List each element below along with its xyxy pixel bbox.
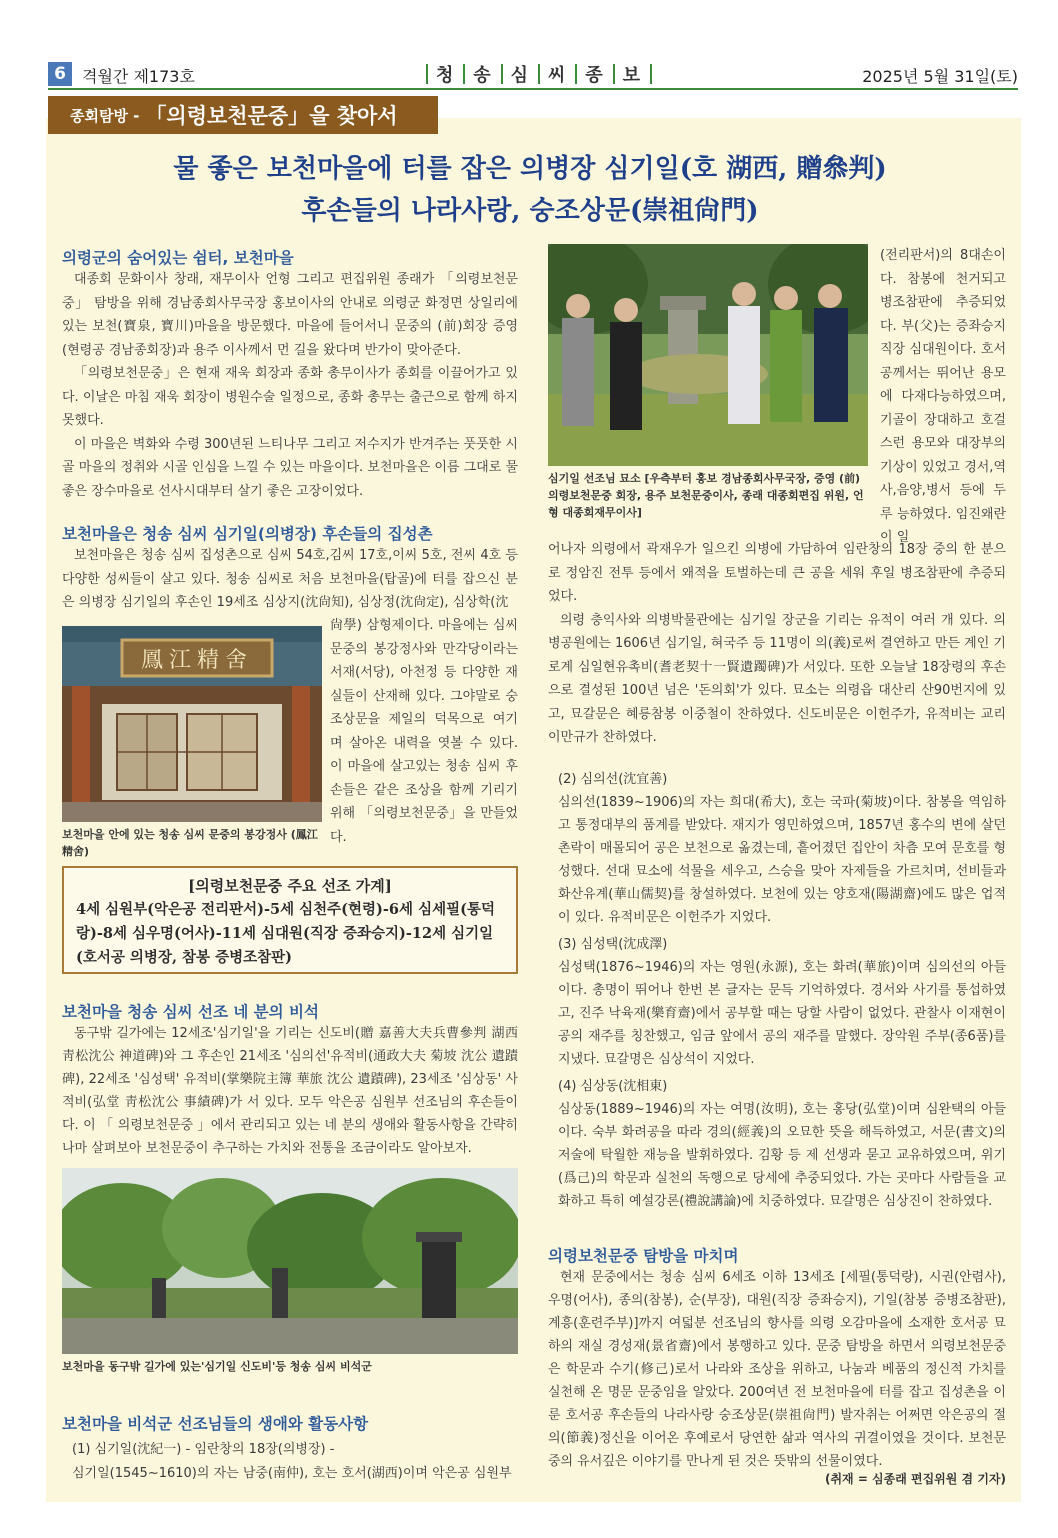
subhead-shelter: 의령군의 숨어있는 쉼터, 보천마을 bbox=[62, 249, 294, 267]
paragraph: 尙學) 삼형제이다. 마을에는 심씨 문중의 봉강정사와 만각당이라는 서재(서당), 아천정 등 다양한 재실들이 산재해 있다. 그야말로 숭조상문을 제일의 덕목으로 여기며 살아온 내력을 엿볼 수 있다. 이 마을에 살고있는 청송 심씨 후손들은 같은 조상을 함께 기리기 위해 「의령보천문중」을 만들었다. bbox=[330, 618, 518, 845]
hall-plaque: 鳳江精舍 bbox=[140, 648, 253, 673]
reporter-credit: (취재 = 심종래 편집위원 겸 기자) bbox=[824, 1472, 1006, 1486]
group-illustration bbox=[548, 244, 868, 466]
subhead-closing: 의령보천문중 탐방을 마치며 bbox=[548, 1247, 739, 1265]
paragraph: 심성택(1876~1946)의 자는 영원(永源), 호는 화려(華旅)이며 심의선의 아들이다. 총명이 뛰어나 한번 본 글자는 문득 기억하였다. 경서와 사기를 통섭하였고, 진주 낙육재(樂育齋)에서 공부할 때는 당할 사람이 없었다. 관찰사 이재현이 공의 재주를 칭찬했고, 임금 앞에서 공의 재주를 말했다. 장악원 주부(종6품)를 지냈다. 묘갈명은 심상석이 지었다. bbox=[558, 960, 1006, 1067]
bio-gii-text-cont bbox=[548, 538, 1006, 750]
paragraph: 어나자 의령에서 곽재우가 일으킨 의병에 가담하여 임란창의 18장 중의 한 분으로 정암진 전투 등에서 왜적을 토벌하는데 큰 공을 세워 후일 병조참판에 추증되었다. bbox=[548, 542, 1006, 604]
lineage-title: [의령보천문중 주요 선조 가계] bbox=[188, 877, 392, 895]
paragraph: (전리판서)의 8대손이다. 참봉에 천거되고 병조참판에 추증되었다. 부(父)는 증좌승지 직장 심대원이다. 호서공께서는 뛰어난 용모에 다재다능하였으며, 기골이 장대하고 호걸스런 용모와 대장부의 기상이 있었고 경서,역사,음양,병서 등에 두루 능하였다. 임진왜란이 일 bbox=[880, 248, 1006, 545]
tomb-group-photo bbox=[548, 244, 868, 466]
paragraph: 현재 문중에서는 청송 심씨 6세조 이하 13세조 [세필(통덕랑), 시권(안렴사), 우명(어사), 종의(참봉), 순(부장), 대원(직장 증좌승지), 기일(참봉 증병조참판), 계흥(훈련주부)]까지 여덟분 선조님의 향사를 의령 오감마을에 소재한 호서공 묘하의 재실 경성재(景省齋)에서 봉행하고 있다. 문중 탐방을 하면서 의령보천문중은 학문과 수기(修己)로서 나라와 조상을 위하고, 나눔과 베품의 정신적 가치를 실천해 온 명문 문중임을 알았다. 200여년 전 보천마을에 터를 잡고 집성촌을 이룬 호서공 후손들의 나라사랑 숭조상문(崇祖尙門) 발자취는 어쩌면 악은공의 절의(節義)정신을 이어온 후예로서 당연한 삶과 역사의 귀결이였을 것이다. 보천문중의 유서깊은 이야기를 만나게 된 것은 뜻밖의 선물이였다. bbox=[548, 1270, 1006, 1469]
intro-text bbox=[62, 268, 518, 503]
subhead-ancestors: 보천마을 비석군 선조님들의 생애와 활동사항 bbox=[62, 1415, 369, 1433]
paragraph: 이 마을은 벽화와 수령 300년된 느티나무 그리고 저수지가 반겨주는 풋풋한 시골 마을의 정취와 시골 인심을 느낄 수 있는 마을이다. 보천마을은 이름 그대로 물좋은 장수마을로 선사시대부터 살기 좋은 고장이었다. bbox=[62, 436, 518, 499]
bio-heading: (4) 심상동(沈相東) bbox=[558, 1079, 668, 1094]
section-category: 종회탐방 - bbox=[70, 106, 140, 125]
subhead-monuments: 보천마을 청송 심씨 선조 네 분의 비석 bbox=[62, 1003, 319, 1021]
title-divider bbox=[650, 64, 652, 84]
title-char: 씨 bbox=[547, 65, 568, 86]
photo-caption: 보천마을 동구밖 길가에 있는'심기일 신도비'등 청송 심씨 비석군 bbox=[62, 1360, 372, 1373]
title-divider bbox=[463, 64, 465, 84]
page-number: 6 bbox=[48, 62, 72, 86]
monuments-photo bbox=[62, 1168, 518, 1354]
photo-caption: 심기일 선조님 묘소 [우측부터 홍보 경남종회사무국장, 증영 (前)의령보천문중 회장, 용주 보천문중이사, 종래 대종회편집 위원, 언형 대종회재무이사] bbox=[548, 472, 864, 519]
paragraph: 보천마을은 청송 심씨 집성촌으로 심씨 54호,김씨 17호,이씨 5호, 전씨 4호 등 다양한 성씨들이 살고 있다. 청송 심씨로 처음 보천마을(탑골)에 터를 잡으신 분은 의병장 심기일의 후손인 19세조 심상지(沈尙知), 심상정(沈尙定), 심상학(沈 bbox=[62, 548, 518, 610]
monuments-illustration bbox=[62, 1168, 518, 1354]
paragraph: 동구밖 길가에는 12세조'심기일'을 기리는 신도비(贈 嘉善大夫兵曹參判 湖西 靑松沈公 神道碑)와 그 후손인 21세조 '심의선'유적비(通政大夫 菊坡 沈公 遺蹟碑), 22세조 '심성택' 유적비(掌樂院主簿 華旅 沈公 遺蹟碑), 23세조 '심상동' 사적비(弘堂 靑松沈公 事績碑)가 서 있다. 모두 악은공 심원부 선조님의 후손들이다. 이 「 의령보천문중 」에서 관리되고 있는 네 분의 생애와 활동사항을 간략히 나마 살펴보아 보천문중이 추구하는 가치와 전통을 조금이라도 알아보자. bbox=[62, 1026, 518, 1156]
subhead-clan-village: 보천마을은 청송 심씨 심기일(의병장) 후손들의 집성촌 bbox=[62, 525, 433, 543]
headline-line-1: 물 좋은 보천마을에 터를 잡은 의병장 심기일(호 湖西, 贈叅判) bbox=[173, 154, 887, 184]
paragraph: 의령 충익사와 의병박물관에는 심기일 장군을 기리는 유적이 여러 개 있다. 의병공원에는 1606년 심기일, 혀국주 등 11명이 의(義)로써 결연하고 만든 계인 기로계 심일현유촉비(耆老契十一賢遺躅碑)가 서있다. 또한 오늘날 18장령의 후손으로 결성된 100년 넘은 '돈의회'가 있다. 묘소는 의령읍 대산리 산90번지에 있고, 묘갈문은 혜릉참봉 이중철이 찬하였다. 신도비문은 이헌주가, 유적비는 교리 이만규가 찬하였다. bbox=[548, 612, 1006, 745]
village-text bbox=[62, 544, 518, 615]
page-header bbox=[48, 60, 1018, 88]
title-char: 송 bbox=[473, 65, 493, 86]
bio-gii-text bbox=[880, 244, 1006, 550]
monuments-text bbox=[62, 1022, 518, 1160]
paragraph: 심의선(1839~1906)의 자는 희대(希大), 호는 국파(菊坡)이다. 참봉을 역임하고 통정대부의 품계를 받았다. 재지가 영민하였으며, 1857년 홍수의 변에 살던 촌락이 매몰되어 공은 보천으로 옮겼는데, 흩어졌던 집안이 차츰 모여 문호를 형성했다. 선대 묘소에 석물을 세우고, 스승을 맞아 자제들을 가르치며, 선비들과 화산유계(華山儒契)를 창설하였다. 보천에 있는 양호재(陽湖齋)에도 많은 업적이 있다. 유적비문은 이헌주가 지었다. bbox=[558, 795, 1006, 925]
bio-heading: (2) 심의선(沈宜善) bbox=[558, 772, 668, 787]
photo-caption: 보천마을 안에 있는 청송 심씨 문중의 봉강정사 (鳳江精舍) bbox=[62, 828, 318, 858]
issue-number: 격월간 제173호 bbox=[82, 67, 195, 86]
headline-line-2: 후손들의 나라사랑, 숭조상문(崇祖尙門) bbox=[301, 196, 759, 226]
section-title: 「의령보천문중」을 찾아서 bbox=[145, 104, 398, 128]
paragraph: 대종회 문화이사 창래, 재무이사 언형 그리고 편집위원 종래가 「의령보천문중」 탐방을 위해 경남종회사무국장 홍보이사의 안내로 의령군 화정면 상일리에 있는 보천(寶泉, 寶川)마을을 방문했다. 마을에 들어서니 문중의 (前)회장 증영(현령공 경남종회장)과 용주 이사께서 먼 길을 왔다며 반가이 맞아준다. bbox=[62, 272, 518, 358]
header-rule bbox=[48, 88, 1018, 90]
ancestors-text bbox=[62, 1438, 518, 1485]
issue-date: 2025년 5월 31일(토) bbox=[862, 67, 1018, 86]
closing-text bbox=[548, 1266, 1006, 1473]
title-divider bbox=[575, 64, 577, 84]
title-divider bbox=[613, 64, 615, 84]
title-char: 청 bbox=[435, 65, 456, 86]
newspaper-title bbox=[426, 60, 652, 88]
bonggang-jeongsa-photo bbox=[62, 626, 322, 822]
lineage-body: 4세 심원부(악은공 전리판서)-5세 심천주(현령)-6세 심세필(통덕랑)-8세 심우명(어사)-11세 심대원(직장 증좌승지)-12세 심기일(호서공 의병장, 참봉 증병조참판) bbox=[76, 901, 495, 966]
title-divider bbox=[538, 64, 540, 84]
title-char: 종 bbox=[585, 65, 605, 86]
paragraph: 심상동(1889~1946)의 자는 여명(汝明), 호는 홍당(弘堂)이며 심완택의 아들이다. 숙부 화려공을 따라 경의(經義)의 오묘한 뜻을 해득하였고, 서문(書文)의 저술에 탁월한 재능을 발휘하였다. 김황 등 제 선생과 묻고 교유하였으며, 위기(爲己)의 학문과 실천의 독행으로 당세에 추중되었다. 가는 곳마다 사람들을 교화하고 특히 예설강론(禮說講論)에 치중하였다. 묘갈명은 심상진이 찬하였다. bbox=[558, 1102, 1006, 1209]
article-headline bbox=[60, 148, 1000, 232]
bio-list bbox=[558, 764, 1006, 1213]
village-text-cont bbox=[330, 614, 518, 849]
paragraph: 「의령보천문중」은 현재 재욱 회장과 종화 총무이사가 종회를 이끌어가고 있다. 이날은 마침 재욱 회장이 병원수술 일정으로, 종화 총무는 출근으로 함께 하지 못했다. bbox=[62, 366, 518, 428]
title-divider bbox=[426, 64, 428, 84]
title-char: 보 bbox=[622, 65, 642, 86]
family-lineage-box bbox=[62, 866, 518, 974]
title-divider bbox=[501, 64, 503, 84]
bio-heading: (1) 심기일(沈紀一) - 임란창의 18장(의병장) - bbox=[72, 1442, 335, 1457]
section-tag bbox=[48, 96, 438, 134]
title-char: 심 bbox=[510, 65, 531, 86]
paragraph: 심기일(1545~1610)의 자는 남중(南仲), 호는 호서(湖西)이며 악은공 심원부 bbox=[72, 1465, 512, 1481]
bio-heading: (3) 심성택(沈成澤) bbox=[558, 937, 668, 952]
